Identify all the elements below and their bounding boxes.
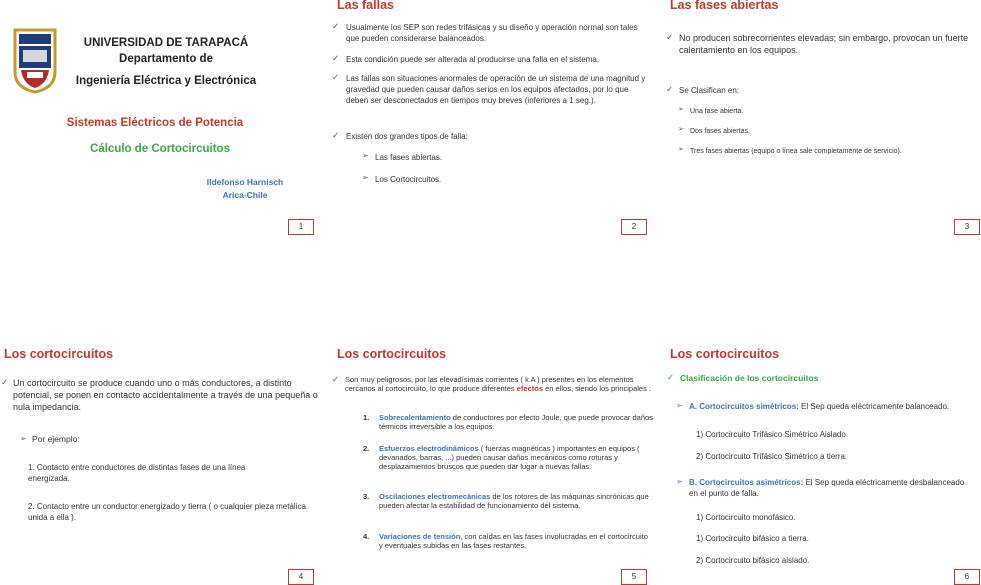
effect-2-text: ( fuerzas magnéticas ) importantes en equipos ( devanados, barras, ...) pueden causar daños mecánicos como roturas y desplazamientos bruscos que pueden dar lugar a nuevas fallas. (379, 444, 640, 471)
asymmetric-text: El Sep queda eléctricamente desbalanceado en el punto de falla. (689, 478, 965, 498)
bullet-3: Las fallas son situaciones anormales de operación de un sistema de una magnitud y gravedad que pueden causar daños serios en los equipos afectados, por lo que deben ser desconectados en tiempos muy breves (inferiores a 1 seg.). (346, 74, 646, 105)
symmetric-heading (689, 401, 969, 412)
check-icon: ✓ (332, 130, 340, 140)
arrow-bullet-icon: ➢ (362, 151, 369, 160)
asymmetric-heading (689, 477, 969, 499)
effect-1-title: Sobrecalentamiento (379, 413, 451, 422)
effect-1-text: de conductores por efecto Joule, que puede provocar daños térmicos irreversible a los equipos. (379, 413, 653, 431)
slide-title: Los cortocircuitos (337, 347, 447, 361)
effect-3-text: de los rotores de las máquinas sincrónicas que pueden afectar la estabilidad de funcionamiento del sistema. (379, 492, 649, 510)
intro-highlight: efectos (516, 384, 544, 393)
topic-title: Cálculo de Cortocircuitos (90, 143, 230, 155)
school-name: Ingeniería Eléctrica y Electrónica (75, 75, 257, 87)
check-icon: ✓ (332, 72, 340, 82)
bullet-4: Existen dos grandes tipos de falla: (346, 132, 468, 141)
slide-4[interactable] (0, 292, 327, 584)
symmetric-text: El Sep queda eléctricamente balanceado. (798, 402, 950, 411)
course-title: Sistemas Eléctricos de Potencia (66, 117, 244, 129)
bullet-1: Usualmente los SEP son redes trifásicas y su diseño y operación normal son tales que pueden considerarse balanceados. (346, 23, 638, 43)
effect-4: 4. Variaciones de tensión, con caídas en las fases involucradas en el cortocircuito y eventuales subidas en las fases restantes. (363, 532, 648, 550)
arrow-bullet-icon: ➢ (20, 434, 27, 443)
slide-6[interactable] (654, 292, 981, 584)
asymmetric-item-2: 1) Cortocircuito bifásico a tierra. (696, 534, 809, 543)
arrow-bullet-icon: ➢ (678, 106, 684, 113)
slide-title: Los cortocircuitos (4, 347, 114, 361)
classification-heading: Clasificación de los cortocircuitos (680, 373, 819, 383)
bullet-2: Se Clasifican en: (679, 86, 740, 95)
intro-text (345, 375, 655, 393)
asymmetric-item-3: 2) Cortocircuito bifásico aislado. (696, 556, 810, 565)
author: Ildefonso Harnisch (206, 177, 284, 187)
arrow-bullet-icon: ➢ (676, 477, 683, 486)
check-icon: ✓ (332, 53, 340, 63)
university-name: UNIVERSIDAD DE TARAPACÁ (83, 37, 249, 49)
check-icon: ✓ (666, 84, 674, 94)
symmetric-title: A. Cortocircuitos simétricos: (689, 402, 799, 411)
effect-3: 3. Oscilaciones electromecánicas de los rotores de las máquinas sincrónicas que pueden afectar la estabilidad de funcionamiento del sistema. (363, 492, 649, 510)
slide-1[interactable] (0, 0, 327, 292)
page-number: 6 (954, 569, 980, 585)
sub-bullet-2: Dos fases abiertas. (690, 128, 750, 135)
arrow-bullet-icon: ➢ (678, 146, 684, 153)
effect-4-title: Variaciones de tensión (379, 532, 461, 541)
effect-2: 2. Esfuerzos electrodinámicos ( fuerzas magnéticas ) importantes en equipos ( devanados, barras, ...) pueden causar daños mecánicos como roturas y desplazamientos bruscos que pueden dar lugar a nuevas fallas. (363, 444, 640, 471)
bullet-1: No producen sobrecorrientes elevadas; sin embargo, provocan un fuerte calentamiento en los equipos. (679, 33, 969, 55)
intro-part-1: Son muy peligrosos, por las elevadísimas corrientes ( k A ) presentes en los elementos cercanos al cortocircuito, lo que produce diferentes (345, 375, 634, 393)
effect-2-title: Esfuerzos electrodinámicos (379, 444, 479, 453)
slide-2[interactable] (327, 0, 654, 292)
arrow-bullet-icon: ➢ (678, 126, 684, 133)
page-number: 4 (288, 569, 314, 585)
symmetric-item-1: 1) Cortocircuito Trifásico Simétrico Aislado. (696, 430, 849, 439)
bullet-2: Esta condición puede ser alterada al producirse una falla en el sistema. (346, 55, 600, 64)
slide-title: Las fases abiertas (670, 0, 779, 12)
check-icon: ✓ (667, 372, 675, 382)
effect-4-text: , con caídas en las fases involucradas en el cortocircuito y eventuales subidas en las fases restantes. (379, 532, 648, 550)
check-icon: ✓ (332, 21, 340, 31)
sub-bullet: Por ejemplo: (32, 434, 80, 444)
page-number: 3 (954, 219, 980, 235)
slide-title: Los cortocircuitos (670, 347, 780, 361)
slide-5[interactable] (327, 292, 654, 584)
department-label: Departamento de (119, 53, 213, 65)
arrow-bullet-icon: ➢ (676, 401, 683, 410)
university-logo (13, 28, 57, 94)
asymmetric-item-1: 1) Cortocircuito monofásico. (696, 513, 796, 522)
effect-1: 1. Sobrecalentamiento de conductores por efecto Joule, que puede provocar daños térmicos irreversible a los equipos. (363, 413, 653, 431)
intro-part-2: en ellos, siendo los principales : (543, 384, 652, 393)
sub-bullet-1: Las fases abiertas. (375, 153, 443, 162)
page-number: 5 (621, 569, 647, 585)
symmetric-item-2: 2) Cortocircuito Trifásico Simétrico a tierra. (696, 452, 848, 461)
sub-bullet-2: Los Cortocircuitos. (375, 175, 442, 184)
slide-3[interactable] (654, 0, 981, 292)
effect-3-title: Oscilaciones electromecánicas (379, 492, 491, 501)
arrow-bullet-icon: ➢ (362, 173, 369, 182)
page-number: 2 (621, 219, 647, 235)
sub-bullet-1: Una fase abierta. (690, 108, 744, 115)
bullet-1: Un cortocircuito se produce cuando uno o más conductores, a distinto potencial, se ponen en contacto accidentalmente a través de una pequeña o nula impedancia. (13, 378, 318, 412)
location: Arica-Chile (222, 190, 268, 200)
check-icon: ✓ (332, 374, 340, 384)
asymmetric-title: B. Cortocircuitos asimétricos: (689, 478, 804, 487)
numbered-item-1: 1. Contacto entre conductores de distintas fases de una línea energizada. (28, 463, 246, 483)
numbered-item-2: 2. Contacto entre un conductor energizado y tierra ( o cualquier pieza metálica unida a ella ). (28, 502, 306, 522)
sub-bullet-3: Tres fases abiertas (equipo o línea sale completamente de servicio). (690, 148, 902, 155)
check-icon: ✓ (1, 377, 9, 387)
slide-title: Las fallas (337, 0, 394, 12)
check-icon: ✓ (666, 32, 674, 42)
page-number: 1 (288, 219, 314, 235)
